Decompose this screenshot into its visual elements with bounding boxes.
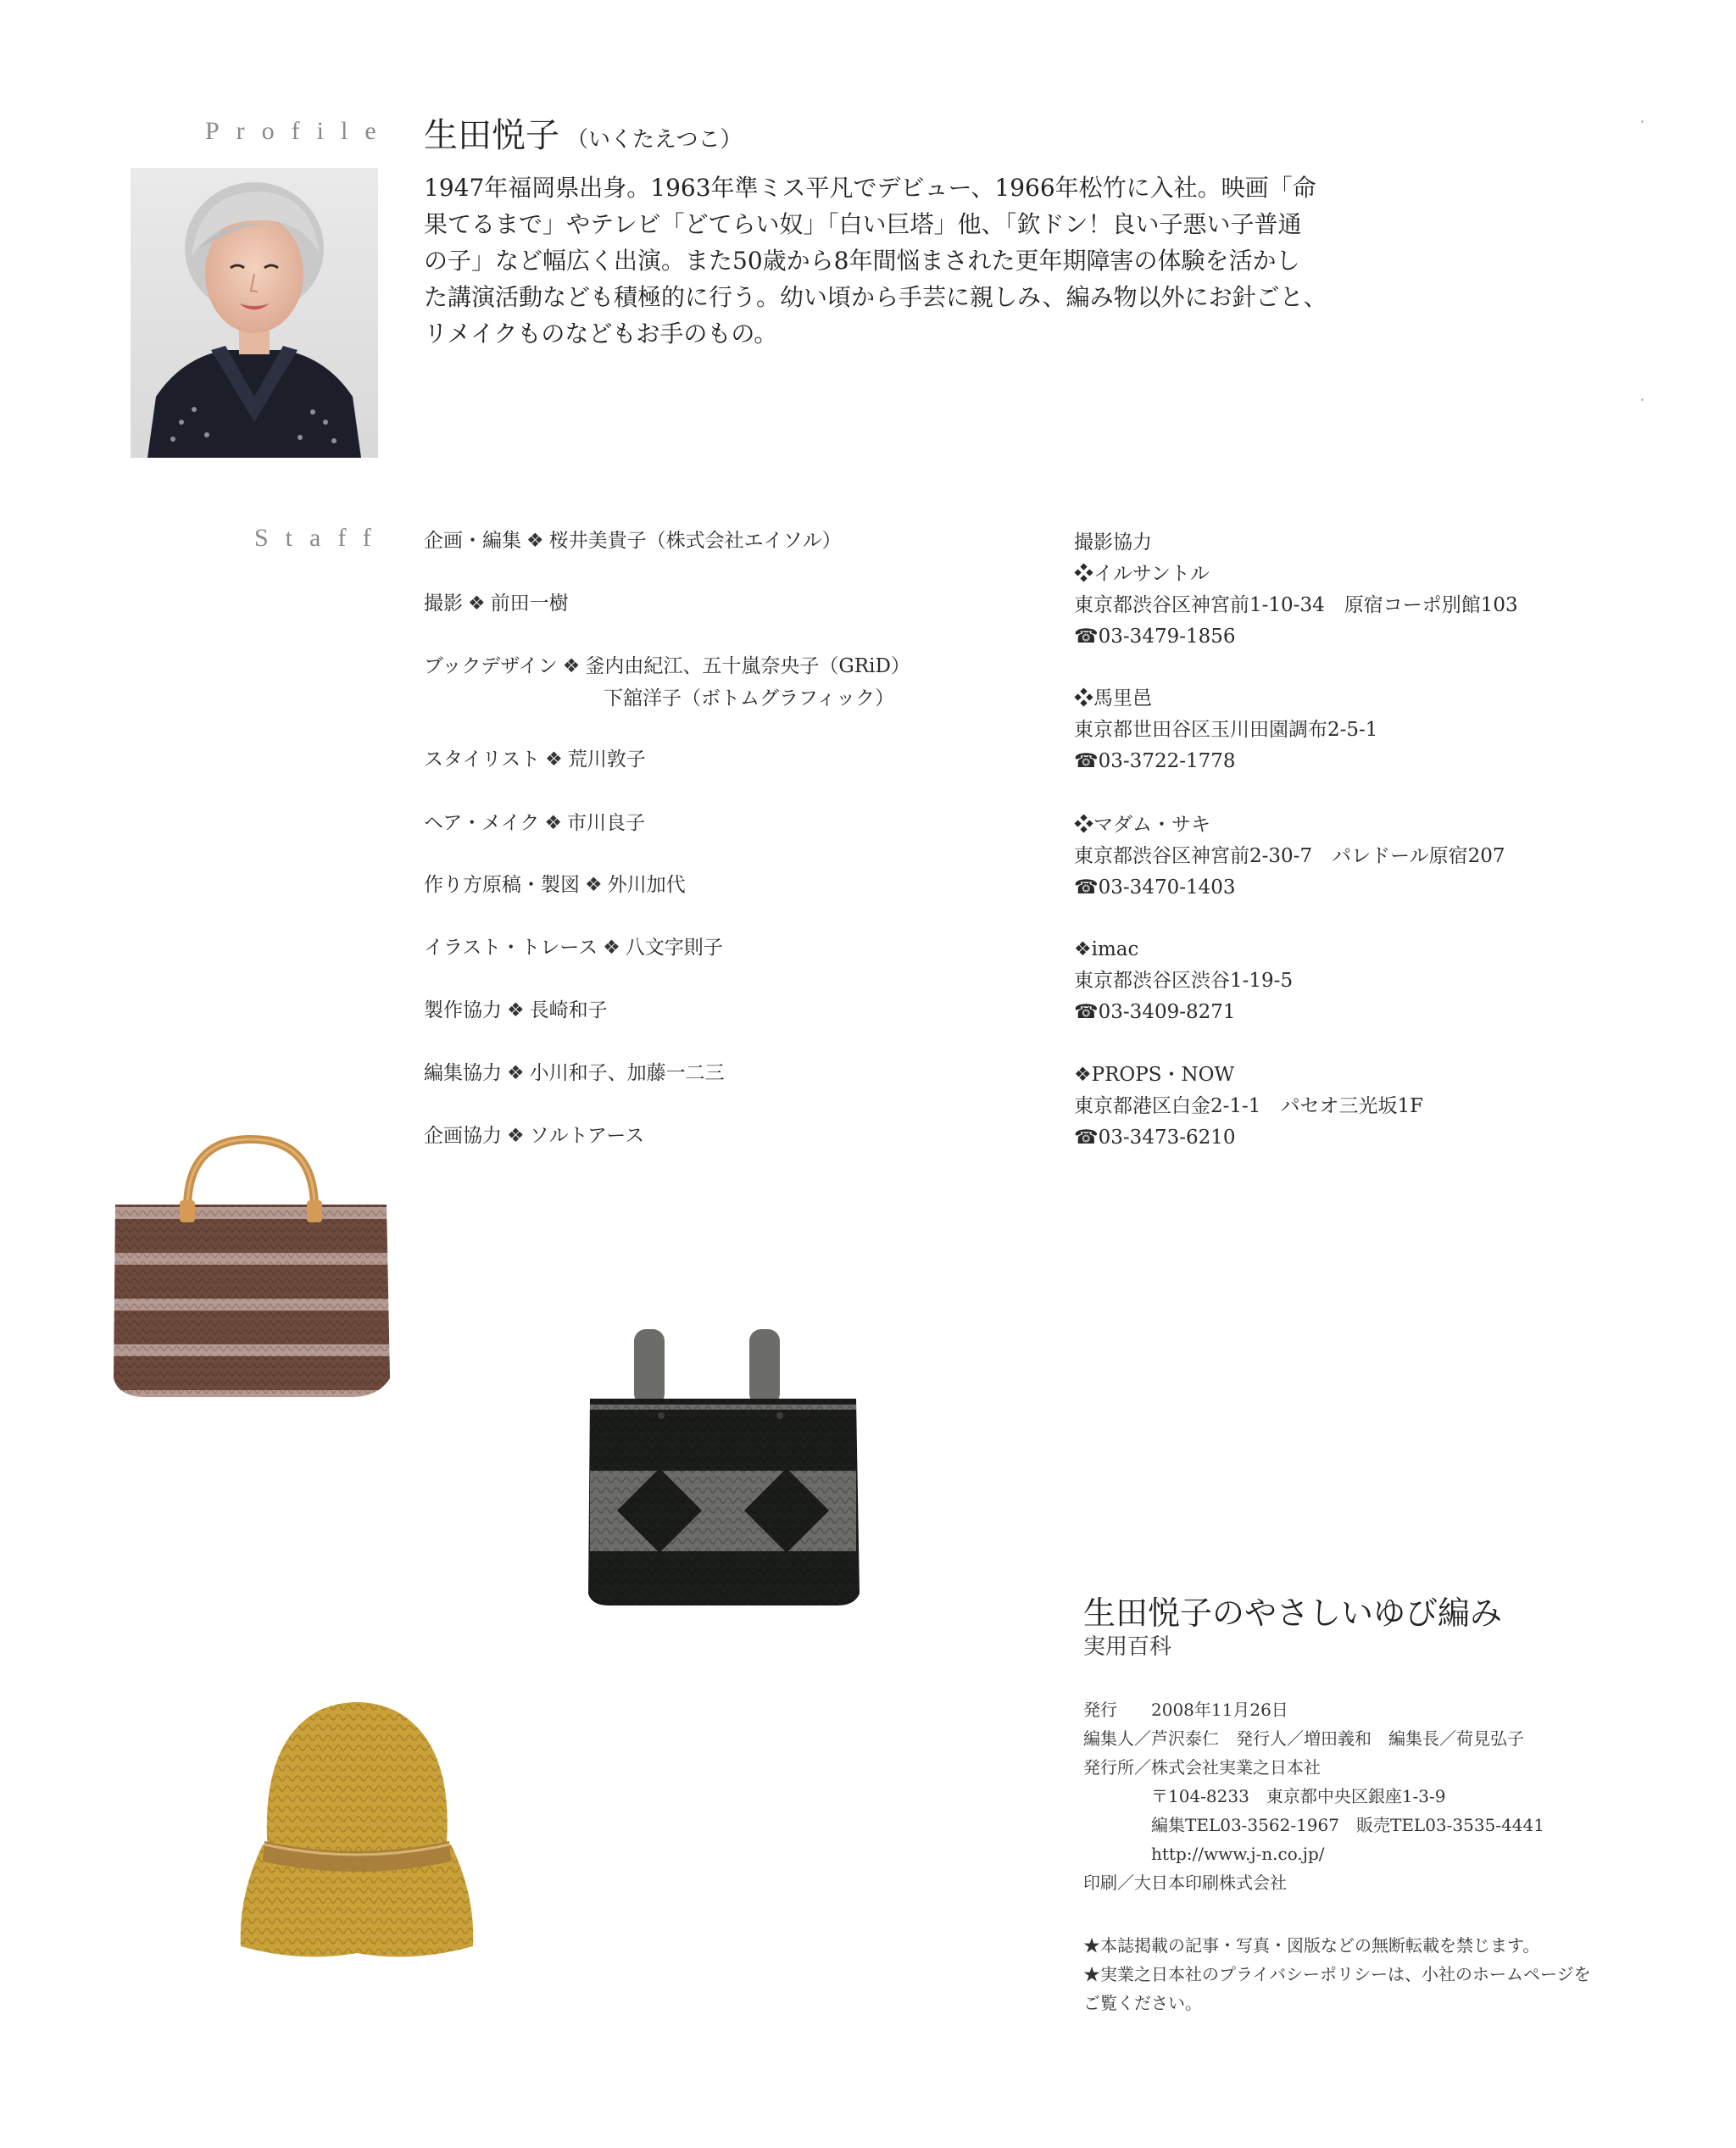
publication-line: http://www.j-n.co.jp/ (1083, 1844, 1325, 1864)
cooperation-shop (1074, 810, 1505, 904)
author-photo (131, 168, 378, 458)
diamond-icon: ❖ (562, 655, 581, 677)
profile-name-reading: （いくたえつこ） (566, 127, 743, 153)
book-title: 生田悦子のやさしいゆび編み (1083, 1594, 1503, 1632)
shop-name: ❖馬里邑 (1074, 687, 1152, 710)
shop-name: ❖imac (1074, 938, 1139, 960)
credit-name: 長崎和子 (529, 999, 608, 1021)
bio-line: の子」など幅広く出演。また50歳から8年間悩まされた更年期障害の体験を活かし (424, 247, 1300, 275)
publication-line: 印刷／大日本印刷株式会社 (1083, 1873, 1287, 1893)
credit-name: 外川加代 (607, 874, 686, 896)
shop-address: 東京都世田谷区玉川田園調布2-5-1 (1074, 719, 1378, 741)
credit-role: イラスト・トレース (424, 937, 598, 959)
shop-address: 東京都渋谷区神宮前2-30-7 パレドール原宿207 (1074, 845, 1505, 867)
credit-editorial-cooperation (424, 1058, 725, 1088)
striped-handbag-photo (107, 1132, 395, 1404)
publication-line: 発行 2008年11月26日 (1083, 1700, 1288, 1720)
bio-line: リメイクものなどもお手のもの。 (424, 320, 778, 348)
cooperation-heading: 撮影協力 (1074, 531, 1152, 554)
bio-line: 果てるまで」やテレビ「どてらい奴」「白い巨塔」他、「欽ドン！良い子悪い子普通 (424, 210, 1302, 238)
shop-tel: ☎03-3473-6210 (1074, 1127, 1236, 1149)
shop-address: 東京都渋谷区神宮前1-10-34 原宿コーポ別館103 (1074, 594, 1518, 616)
credit-planning-cooperation (424, 1121, 644, 1151)
profile-name-kanji: 生田悦子 (424, 116, 559, 155)
diamond-icon: ❖ (507, 1062, 525, 1084)
shop-address: 東京都渋谷区渋谷1-19-5 (1074, 970, 1294, 992)
credit-name: 桜井美貴子（株式会社エイソル） (548, 530, 842, 552)
diamond-icon: ❖ (544, 812, 563, 834)
bio-line: た講演活動なども積極的に行う。幼い頃から手芸に親しみ、編み物以外にお針ごと、 (424, 283, 1327, 311)
publication-line: 編集人／芦沢泰仁 発行人／増田義和 編集長／荷見弘子 (1083, 1728, 1524, 1749)
credit-photography (424, 588, 569, 619)
shop-address: 東京都港区白金2-1-1 パセオ三光坂1F (1074, 1095, 1424, 1117)
credit-role: 製作協力 (424, 999, 502, 1021)
profile-name (424, 109, 742, 157)
black-gray-backpack-photo (583, 1322, 863, 1611)
diamond-icon: ❖ (507, 999, 525, 1021)
shop-tel: ☎03-3722-1778 (1074, 750, 1236, 772)
credit-role: 編集協力 (424, 1062, 502, 1084)
diamond-icon: ❖ (507, 1125, 525, 1147)
shop-name: ❖イルサントル (1074, 563, 1210, 585)
credit-stylist (424, 744, 646, 775)
diamond-icon: ❖ (468, 593, 486, 615)
credit-name: ソルトアース (529, 1125, 645, 1147)
diamond-icon: ❖ (585, 874, 603, 896)
credit-name: 荒川敦子 (567, 748, 646, 771)
profile-bio (424, 170, 1339, 352)
scan-mark (1641, 398, 1644, 401)
credit-role: 企画協力 (424, 1125, 502, 1147)
credit-hair-makeup (424, 808, 645, 838)
shop-tel: ☎03-3479-1856 (1074, 626, 1236, 648)
cooperation-shop (1074, 683, 1377, 777)
cooperation-shop (1074, 934, 1293, 1028)
diamond-icon: ❖ (603, 937, 620, 959)
credit-name: 八文字則子 (625, 937, 723, 959)
diamond-icon: ❖ (526, 530, 544, 552)
credit-book-design (424, 651, 910, 682)
credit-instructions (424, 870, 686, 900)
credit-role: ヘア・メイク (424, 812, 540, 834)
publication-line: 〒104-8233 東京都中央区銀座1-3-9 (1083, 1786, 1446, 1806)
scan-mark (1641, 120, 1644, 123)
publication-line: 編集TEL03-3562-1967 販売TEL03-3535-4441 (1083, 1815, 1544, 1835)
shop-tel: ☎03-3470-1403 (1074, 876, 1236, 899)
credit-name: 釜内由紀江、五十嵐奈央子（GRiD） (585, 655, 910, 677)
credit-production (424, 995, 608, 1026)
credit-name: 市川良子 (567, 812, 646, 834)
mustard-knit-hat-photo (234, 1692, 480, 1963)
publication-info (1083, 1695, 1544, 1897)
credit-role: 企画・編集 (424, 530, 521, 552)
profile-section-label: Profile (205, 117, 393, 145)
credit-name: 小川和子、加藤一二三 (529, 1062, 725, 1084)
note-line: ★本誌掲載の記事・写真・図版などの無断転載を禁じます。 (1083, 1935, 1540, 1956)
credit-role: ブックデザイン (424, 655, 558, 677)
cooperation-shop (1074, 559, 1518, 653)
note-line: ご覧ください。 (1083, 1993, 1202, 2013)
shop-name: ❖マダム・サキ (1074, 814, 1210, 836)
credit-name: 前田一樹 (490, 593, 569, 615)
credit-role: 撮影 (424, 593, 463, 615)
credit-role: スタイリスト (424, 748, 541, 771)
cooperation-shop (1074, 1060, 1423, 1154)
shop-tel: ☎03-3409-8271 (1074, 1001, 1236, 1023)
book-series: 実用百科 (1083, 1634, 1172, 1660)
note-line: ★実業之日本社のプライバシーポリシーは、小社のホームページを (1083, 1964, 1591, 1984)
credit-planning-editing (424, 526, 842, 556)
staff-section-label: Staff (254, 524, 388, 552)
publication-line: 発行所／株式会社実業之日本社 (1083, 1757, 1321, 1778)
copyright-notes (1083, 1931, 1711, 2017)
bio-line: 1947年福岡県出身。1963年準ミス平凡でデビュー、1966年松竹に入社。映画「命 (424, 174, 1316, 202)
credit-role: 作り方原稿・製図 (424, 874, 580, 896)
diamond-icon: ❖ (545, 748, 563, 771)
credit-book-design-second: 下舘洋子（ボトムグラフィック） (604, 687, 895, 710)
credit-illustration (424, 932, 723, 963)
shop-name: ❖PROPS・NOW (1074, 1064, 1235, 1086)
